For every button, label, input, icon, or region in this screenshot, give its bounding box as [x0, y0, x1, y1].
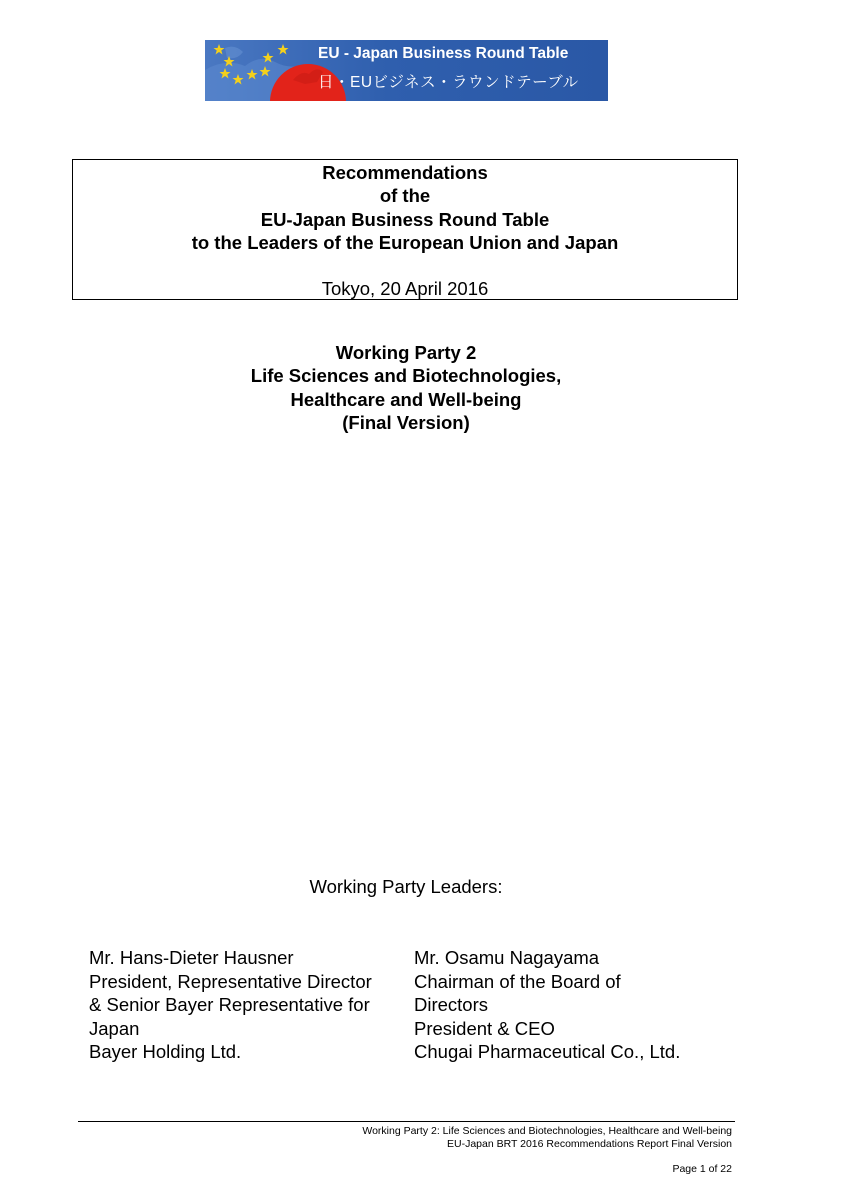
leader-left-company: Bayer Holding Ltd. — [89, 1041, 242, 1062]
footer-line-2: EU-Japan BRT 2016 Recommendations Report Final Version — [446, 1138, 732, 1150]
working-party-topic-1: Life Sciences and Biotechnologies, — [250, 365, 562, 386]
leader-left-title-2: & Senior Bayer Representative for — [89, 994, 370, 1015]
leader-right-title-1: Chairman of the Board of — [414, 970, 621, 992]
title-line-2: of the — [379, 185, 431, 206]
place-date: Tokyo, 20 April 2016 — [321, 278, 489, 299]
footer-divider — [78, 1121, 735, 1122]
leader-right-company: Chugai Pharmaceutical Co., Ltd. — [414, 1041, 681, 1062]
title-line-3: EU-Japan Business Round Table — [260, 209, 550, 230]
working-party-topic-2: Healthcare and Well-being — [290, 389, 522, 410]
leader-left-column — [89, 946, 372, 1064]
leaders-heading: Working Party Leaders: — [309, 876, 503, 897]
banner-title-english: EU - Japan Business Round Table — [318, 45, 569, 62]
leader-right-title-2: Directors — [414, 994, 489, 1015]
title-line-1: Recommendations — [322, 162, 488, 183]
leader-right-column — [414, 946, 680, 1064]
leader-left-name: Mr. Hans-Dieter Hausner — [89, 947, 294, 968]
leader-left-title-1: President, Representative Director — [89, 970, 372, 992]
eu-japan-brt-logo-banner — [205, 40, 608, 101]
title-line-4: to the Leaders of the European Union and Japan — [191, 232, 619, 253]
footer-line-1: Working Party 2: Life Sciences and Biotechnologies, Healthcare and Well-being — [362, 1125, 732, 1137]
page-number: Page 1 of 22 — [672, 1163, 732, 1175]
working-party-version: (Final Version) — [342, 412, 470, 433]
leader-right-name: Mr. Osamu Nagayama — [414, 947, 600, 968]
report-title-box — [72, 159, 738, 300]
leader-right-title-3: President & CEO — [414, 1017, 555, 1039]
working-party-number: Working Party 2 — [335, 342, 477, 363]
banner-title-japanese: 日・EUビジネス・ラウンドテーブル — [318, 74, 579, 91]
leader-left-title-3: Japan — [89, 1017, 140, 1039]
